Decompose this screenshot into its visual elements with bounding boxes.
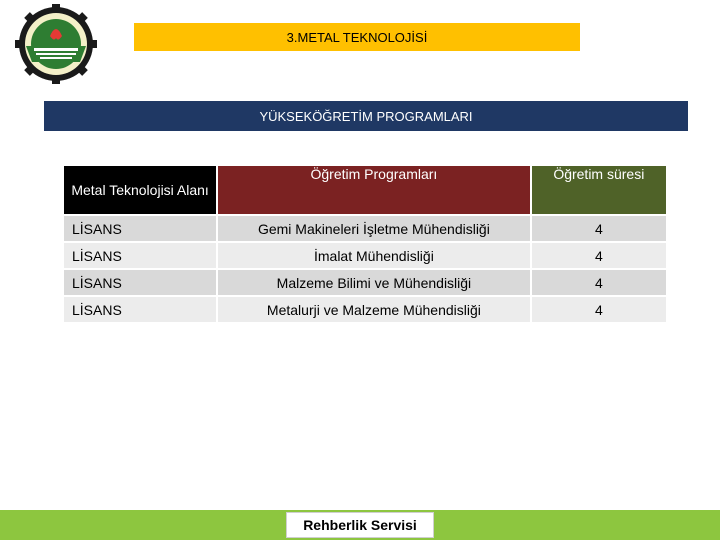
duration-cell: 4 (531, 242, 667, 269)
degree-level-cell: LİSANS (63, 242, 217, 269)
school-emblem-icon (6, 4, 122, 84)
program-name-cell: Malzeme Bilimi ve Mühendisliği (217, 269, 531, 296)
program-name-cell: Gemi Makineleri İşletme Mühendisliği (217, 215, 531, 242)
program-name-cell: İmalat Mühendisliği (217, 242, 531, 269)
table-row (63, 215, 667, 242)
degree-level-cell: LİSANS (63, 215, 217, 242)
program-name-cell: Metalurji ve Malzeme Mühendisliği (217, 296, 531, 323)
degree-level-cell: LİSANS (63, 269, 217, 296)
column-header-programs: Öğretim Programları (217, 165, 531, 215)
section-title: YÜKSEKÖĞRETİM PROGRAMLARI (44, 101, 688, 131)
degree-level-cell: LİSANS (63, 296, 217, 323)
table-row (63, 269, 667, 296)
page-title: 3.METAL TEKNOLOJİSİ (134, 23, 580, 51)
programs-table (62, 164, 668, 324)
duration-cell: 4 (531, 215, 667, 242)
duration-cell: 4 (531, 269, 667, 296)
column-header-field: Metal Teknolojisi Alanı (63, 165, 217, 215)
table-row (63, 242, 667, 269)
footer-label: Rehberlik Servisi (286, 512, 434, 538)
table-header-row (63, 165, 667, 215)
duration-cell: 4 (531, 296, 667, 323)
column-header-duration: Öğretim süresi (531, 165, 667, 215)
table-row (63, 296, 667, 323)
